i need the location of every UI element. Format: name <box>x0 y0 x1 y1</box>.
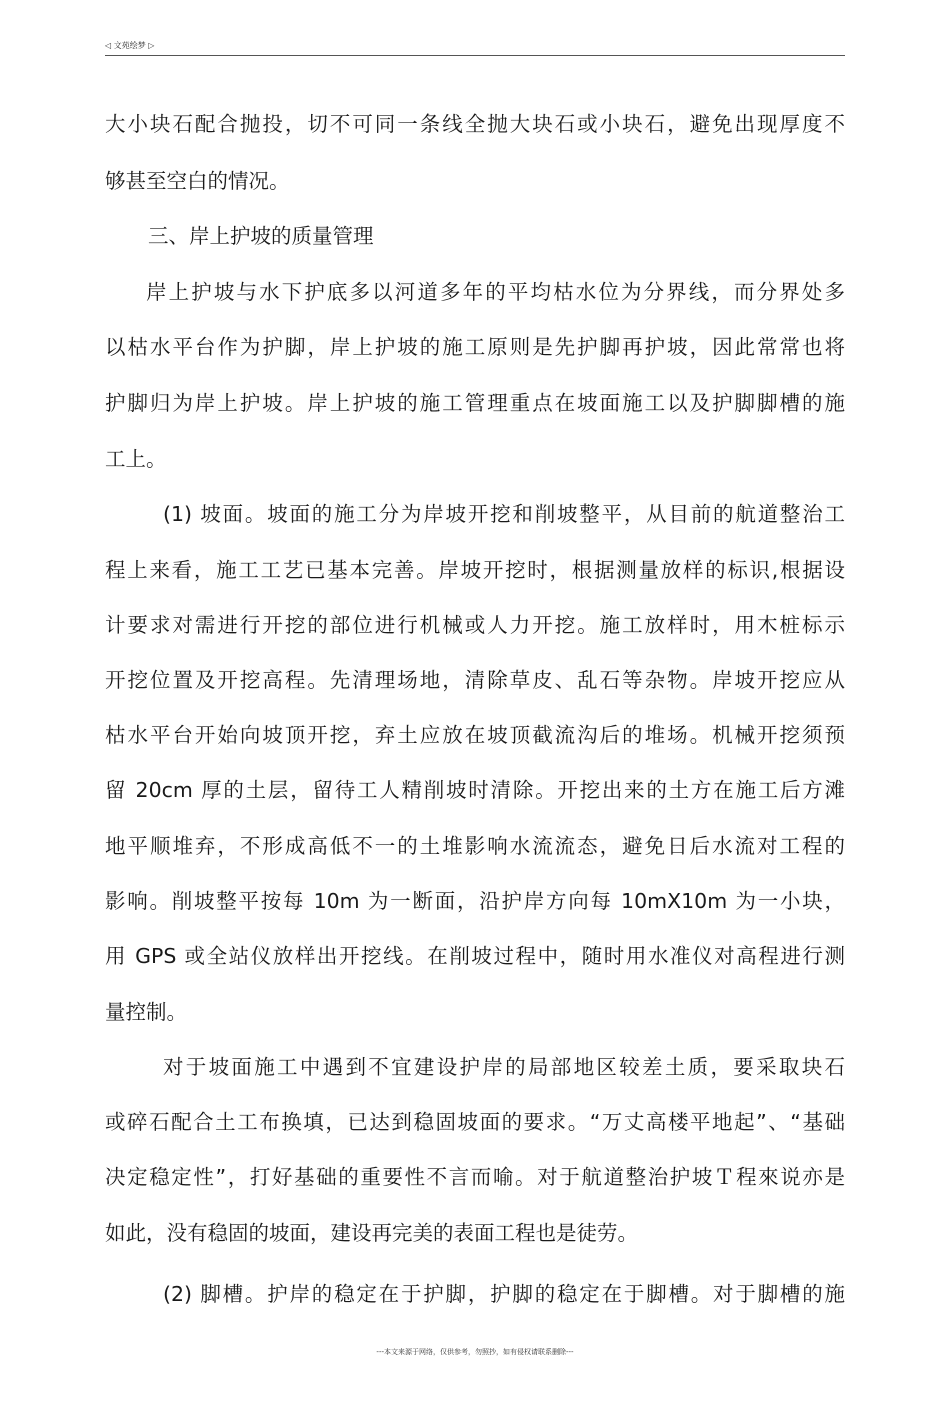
text-line: 如此，没有稳固的坡面，建设再完美的表面工程也是徒劳。 <box>105 1221 638 1245</box>
text-line: 影响。削坡整平按每 10m 为一断面，沿护岸方向每 10mX10m 为一小块， <box>105 889 845 913</box>
text-line: 用 GPS 或全站仪放样出开挖线。在削坡过程中，随时用水准仪对高程进行测 <box>105 944 845 968</box>
text-line: (2) 脚槽。护岸的稳定在于护脚，护脚的稳定在于脚槽。对于脚槽的施 <box>163 1282 845 1306</box>
text-line: 决定稳定性”，打好基础的重要性不言而喻。对于航道整治护坡Ｔ程來说亦是 <box>105 1165 845 1189</box>
text-line: 计要求对需进行开挖的部位进行机械或人力开挖。施工放样时，用木桩标示 <box>105 613 845 637</box>
text-line: 枯水平台开始向坡顶开挖，弃土应放在坡顶截流沟后的堆场。机械开挖须预 <box>105 723 845 747</box>
text-line: 工上。 <box>105 447 167 471</box>
section-heading: 三、岸上护坡的质量管理 <box>148 224 374 248</box>
text-line: 量控制。 <box>105 1000 187 1024</box>
text-line: 开挖位置及开挖高程。先清理场地，清除草皮、乱石等杂物。岸坡开挖应从 <box>105 668 845 692</box>
text-line: 够甚至空白的情况。 <box>105 169 290 193</box>
text-line: 或碎石配合土工布换填，已达到稳固坡面的要求。“万丈高楼平地起”、“基础 <box>105 1110 845 1134</box>
page-footer: ---本文来源于网络，仅供参考，勿照抄，如有侵权请联系删除--- <box>376 1348 574 1356</box>
text-line: 程上来看，施工工艺已基本完善。岸坡开挖时，根据测量放样的标识,根据设 <box>105 558 845 582</box>
text-line: 大小块石配合抛投，切不可同一条线全抛大块石或小块石，避免出现厚度不 <box>105 112 845 136</box>
text-line: (1) 坡面。坡面的施工分为岸坡开挖和削坡整平，从目前的航道整治工 <box>163 502 845 526</box>
text-line: 地平顺堆弃，不形成高低不一的土堆影响水流流态，避免日后水流对工程的 <box>105 834 845 858</box>
text-line: 对于坡面施工中遇到不宜建设护岸的局部地区较差土质，要采取块石 <box>163 1055 845 1079</box>
page-header <box>105 38 845 56</box>
text-line: 岸上护坡与水下护底多以河道多年的平均枯水位为分界线，而分界处多 <box>146 280 845 304</box>
text-line: 以枯水平台作为护脚，岸上护坡的施工原则是先护脚再护坡，因此常常也将 <box>105 335 845 359</box>
text-line: 留 20cm 厚的土层，留待工人精削坡时清除。开挖出来的土方在施工后方滩 <box>105 778 845 802</box>
text-line: 护脚归为岸上护坡。岸上护坡的施工管理重点在坡面施工以及护脚脚槽的施 <box>105 391 845 415</box>
header-mark: ◁ 文苑绘梦 ▷ <box>105 41 155 50</box>
